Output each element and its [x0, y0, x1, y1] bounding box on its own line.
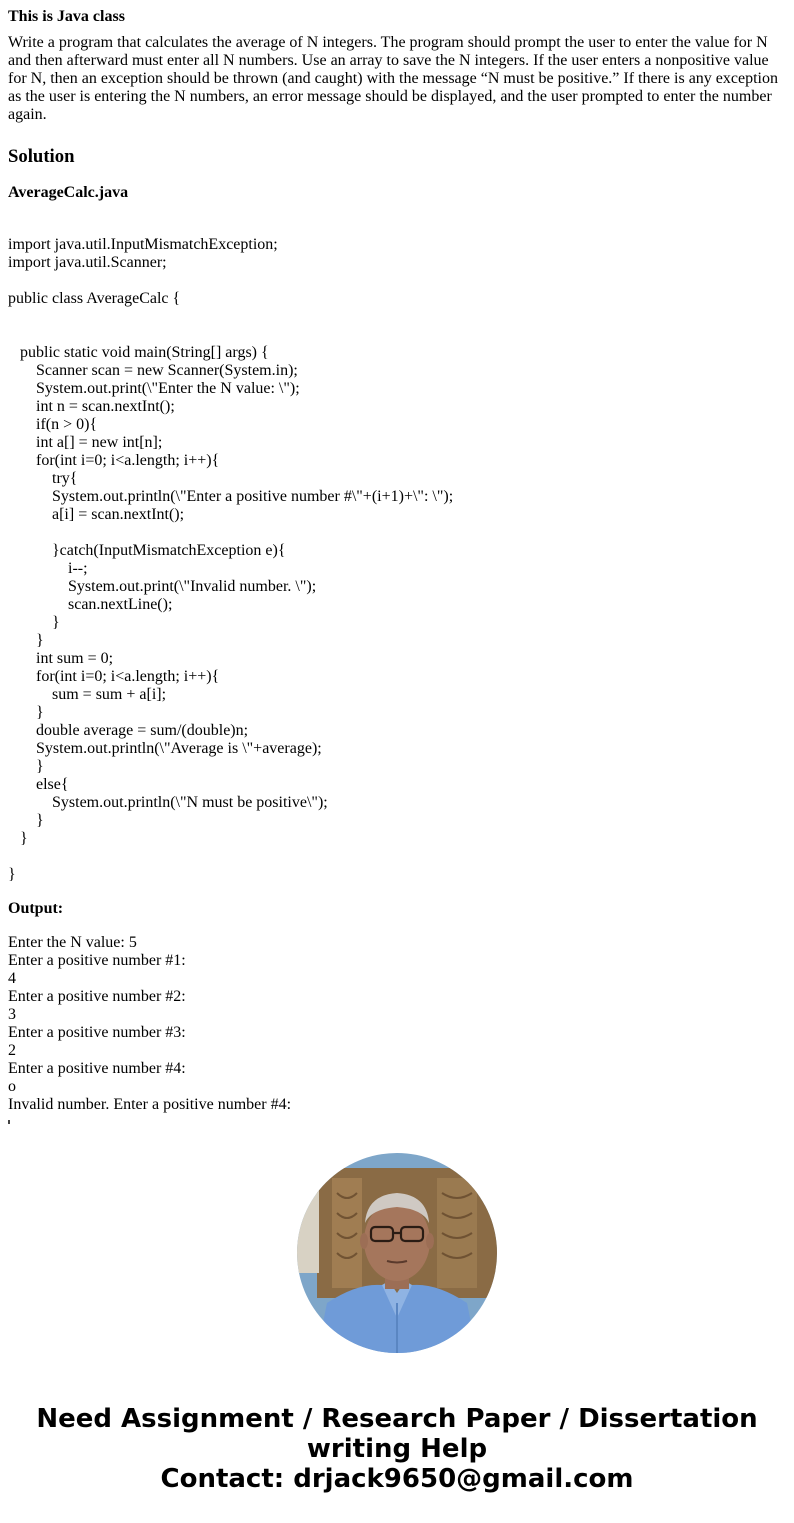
- truncation-mark: [8, 1120, 10, 1124]
- contact-banner: [0, 1404, 794, 1494]
- output-heading: Output:: [8, 900, 64, 917]
- question-text: Write a program that calculates the average of N integers. The program should prompt the user to enter the value for N and then afterward must enter all N numbers. Use an array to save the N integers. If the user enters a nonpositive value for N, then an exception should be thrown (and caught) with the message “N must be positive.” If there is any exception as the user is entering the N numbers, an error message should be displayed, and the user prompted to enter the number again.: [8, 34, 778, 123]
- author-photo: [297, 1153, 497, 1353]
- promo-contact[interactable]: Contact: drjack9650@gmail.com: [160, 1464, 634, 1494]
- output-block: Enter the N value: 5 Enter a positive number #1: 4 Enter a positive number #2: 3 Enter a positive number #3: 2 Enter a positive number #4: o Invalid number. Enter a positive number #4:: [8, 934, 292, 1113]
- filename-heading: AverageCalc.java: [8, 184, 129, 201]
- solution-heading: Solution: [8, 146, 75, 167]
- document: [8, 0, 783, 1114]
- code-block: import java.util.InputMismatchException; import java.util.Scanner; public class AverageCalc { public static void main(String[] args) { Scanner scan = new Scanner(System.in); System.out.print(\"Enter the N value: \"); int n = scan.nextInt(); if(n > 0){ int a[] = new int[n]; for(int i=0; i<a.length; i++){ try{ System.out.println(\"Enter a positive number #\"+(i+1)+\": \"); a[i] = scan.nextInt(); }catch(InputMismatchException e){ i--; System.out.print(\"Invalid number. \"); scan.nextLine(); } } int sum = 0; for(int i=0; i<a.length; i++){ sum = sum + a[i]; } double average = sum/(double)n; System.out.println(\"Average is \"+average); } else{ System.out.println(\"N must be positive\"); } } }: [8, 236, 454, 883]
- promo-line-2: writing Help: [306, 1434, 488, 1464]
- promo-line-1: Need Assignment / Research Paper / Dissertation: [36, 1404, 758, 1434]
- author-avatar: [297, 1153, 497, 1353]
- question-heading: This is Java class: [8, 8, 125, 25]
